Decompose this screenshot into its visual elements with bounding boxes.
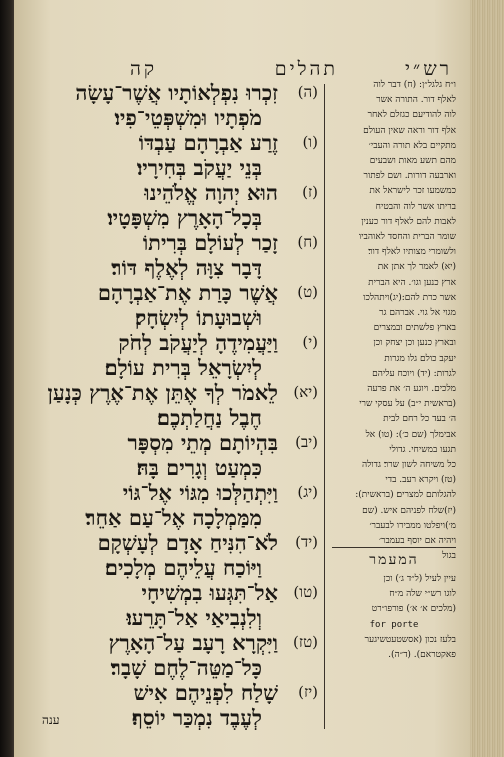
verse-number: (יז) (298, 683, 318, 701)
verse-number: (יד) (295, 533, 318, 551)
column-divider (324, 84, 325, 729)
maamar-line: (מלכים א׳ א׳) פורפו״רט (371, 604, 456, 615)
maamar-line: פאקטראם). (ד״ה). (388, 650, 456, 661)
verse-text: לֵאמֹר לְךָ אֶתֵּן אֶת־אֶרֶץ כְּנָעַן (47, 380, 278, 405)
rashi-line: יעקב כולם גלו מגרות (384, 353, 456, 364)
verse-line (38, 255, 318, 283)
rashi-line: תגעו במשיחי. גדולי (389, 444, 456, 455)
verse-text: בְּכָל־הָאָרֶץ מִשְׁפָּטָיו׃ (107, 205, 262, 230)
verse-text: אֲשֶׁר כָּרַת אֶת־אַבְרָהָם (97, 280, 278, 305)
verse-line (38, 505, 318, 533)
verse-line (38, 480, 318, 508)
verse-number: (ט) (297, 283, 318, 301)
maamar-note (332, 572, 456, 663)
verse-text: כָּל־מַטֵּה־לֶחֶם שָׁבָר׃ (110, 655, 262, 680)
verse-line (38, 605, 318, 633)
verse-line (38, 455, 318, 483)
verse-number: (טו) (293, 583, 318, 601)
verse-text: דָּבָר צִוָּה לְאֶלֶף דּוֹר׃ (111, 255, 262, 280)
maamar-heading: המעמר (332, 547, 456, 569)
verse-number: (טז) (293, 633, 318, 651)
verse-text: וְלִנְבִיאַי אַל־תָּרֵעוּ׃ (126, 605, 262, 630)
rashi-commentary-column (332, 78, 456, 565)
verse-text: הוּא יְהוָה אֱלֹהֵינוּ (144, 180, 278, 205)
verse-text: וַיִּתְהַלְּכוּ מִגּוֹי אֶל־גּוֹי (122, 480, 278, 505)
verse-line (38, 230, 318, 258)
rashi-line: מתקיים בלא תורה והעבי׳ (368, 140, 456, 151)
verse-text: חֶבֶל נַחֲלַתְכֶם׃ (157, 405, 262, 430)
rashi-line: (טז) ויקרא רעב. בדי (385, 475, 456, 486)
verse-number: (יב) (295, 433, 318, 451)
rashi-line: (יז)שלח לפניהם איש. (שם (362, 505, 456, 516)
verse-text: וַיּוֹכַח עֲלֵיהֶם מְלָכִים׃ (104, 555, 262, 580)
verse-line (38, 205, 318, 233)
verse-line (38, 105, 318, 133)
verse-text: וּשְׁבוּעָתוֹ לְיִשְׂחָק׃ (135, 305, 262, 330)
verse-line (38, 405, 318, 433)
psalm-text-column (38, 80, 318, 730)
verse-line (38, 705, 318, 733)
rashi-line: מלכים. ויוגע ה׳ את פרעה (367, 384, 456, 395)
verse-number: (ח) (297, 233, 318, 251)
verse-number: (ו) (302, 133, 318, 151)
rashi-line: ה׳ בעד כל רחם לבית (383, 414, 456, 425)
running-title: תהלים (274, 58, 338, 80)
rashi-line: שומר הברית והחסד לאוהביו (358, 232, 456, 243)
verse-text: וַיַּעֲמִידֶהָ לְיַעֲקֹב לְחֹק (118, 330, 278, 355)
rashi-line: בגול (442, 551, 456, 562)
verse-text: זִכְרוּ נִפְלְאוֹתָיו אֲשֶׁר־עָשָׂה (75, 80, 278, 105)
rashi-line: אבימלך (שם כ׳): (טו) אל (365, 429, 456, 440)
maamar-line: לוגו רש״י שלה מ״ח (389, 589, 456, 600)
rashi-line: מהם תשע מאות ושבעים (369, 156, 456, 167)
maamar-line (332, 618, 456, 633)
verse-text: זֶרַע אַבְרָהָם עַבְדּוֹ (138, 130, 278, 155)
rashi-line: בריתו אשר לוה והבטיח (375, 201, 456, 212)
verse-text: מִמַּמְלָכָה אֶל־עַם אַחֵר׃ (85, 505, 262, 530)
verse-number: (יג) (297, 483, 318, 501)
rashi-line: בארץ פלשתים ובמצרים (373, 323, 456, 334)
verse-line (38, 555, 318, 583)
verse-line (38, 155, 318, 183)
rashi-line: להגלותם למצרים׃ (בראשית): (355, 490, 456, 501)
rashi-line: מ׳)ויפלטו ממבירו לבעבר׳ (369, 520, 456, 531)
verse-text: וַיִּקְרָא רָעָב עַל־הָאָרֶץ (108, 630, 278, 655)
verse-line (38, 580, 318, 608)
verse-line (38, 280, 318, 308)
verse-text: כִּמְעַט וְגָרִים בָּהּ׃ (136, 455, 262, 480)
book-page (14, 0, 470, 757)
rashi-line: לאלף דור. התורה אשר (376, 95, 456, 106)
verse-line (38, 630, 318, 658)
verse-line (38, 355, 318, 383)
rashi-line: אלף דור וראה שאין העולם (363, 125, 456, 136)
verse-line (38, 380, 318, 408)
rashi-heading: רש״י (405, 58, 452, 80)
verse-line (38, 80, 318, 108)
verse-number: (ז) (302, 183, 318, 201)
verse-text: מֹפְתָיו וּמִשְׁפְּטֵי־פִיו׃ (114, 105, 262, 130)
verse-line (38, 180, 318, 208)
verse-line (38, 330, 318, 358)
verse-line (38, 305, 318, 333)
maamar-line: בלעז נכון (אסשטעטשיגער (364, 634, 456, 645)
rashi-line: ולשומרי מצותיו לאלף דור׃ (368, 247, 456, 258)
verse-number: (י) (302, 333, 318, 351)
rashi-line: ו״ח גלגל״ן: (ח) דבר לוה (373, 80, 456, 90)
rashi-line: (בראשית י״ב) על עסקי שרי (359, 399, 456, 410)
rashi-line: לוה להודיעם כגזלם לאחר (367, 110, 456, 121)
verse-line (38, 680, 318, 708)
verse-number: (ה) (297, 83, 318, 101)
rashi-line: כל משיחה לשון שרר׃ גדולה (361, 460, 456, 471)
verse-line (38, 530, 318, 558)
rashi-line: מגוי אל גוי. אברהם גר (379, 308, 456, 319)
verse-line (38, 430, 318, 458)
verse-line (38, 130, 318, 158)
verse-text: שָׁלַח לִפְנֵיהֶם אִישׁ (133, 680, 278, 705)
rashi-line: לגרות: (יד) ויוכח עליהם (372, 368, 456, 379)
rashi-line: ויהיה אם יוסף בעמבר׳ (378, 536, 456, 547)
printer-signature: ענה (42, 713, 60, 727)
verse-number: (יא) (293, 383, 318, 401)
latin-gloss: for porte (369, 619, 419, 630)
verse-text: זָכַר לְעוֹלָם בְּרִיתוֹ (142, 230, 278, 255)
verse-text: אַל־תִּגְּעוּ בִמְשִׁיחָי (141, 580, 278, 605)
rashi-line: כמשמעו זכר לישראל את (369, 186, 456, 197)
page-edges (468, 0, 504, 757)
rashi-line: ארץ כנען וגו׳. היא הברית (368, 277, 456, 288)
rashi-line: לאבות להם לאלף דור כענין (361, 216, 456, 227)
verse-line (38, 655, 318, 683)
rashi-line: ובארץ כנען וכן יצחק וכן (373, 338, 456, 349)
verse-text: בְּנֵי יַעֲקֹב בְּחִירָיו׃ (136, 155, 262, 180)
verse-text: לְעֶבֶד נִמְכַּר יוֹסֵף׃ (131, 705, 262, 730)
page-number: קה (130, 58, 158, 80)
maamar-line: עיין לעיל (ל״ד ג׳) וכן (383, 574, 456, 584)
rashi-line: אשר כרת להם:(יג)ויתהלכו (363, 292, 456, 303)
verse-text: לְיִשְׂרָאֵל בְּרִית עוֹלָם׃ (104, 355, 262, 380)
verse-text: לֹא־הִנִּיחַ אָדָם לְעָשְׁקָם (97, 530, 278, 555)
rashi-line: (יא) לאמר לך אתן את (377, 262, 456, 273)
rashi-line: וארבעה דורות. ושם לפתור (363, 171, 456, 182)
verse-text: בִּהְיוֹתָם מְתֵי מִסְפָּר (127, 430, 278, 455)
